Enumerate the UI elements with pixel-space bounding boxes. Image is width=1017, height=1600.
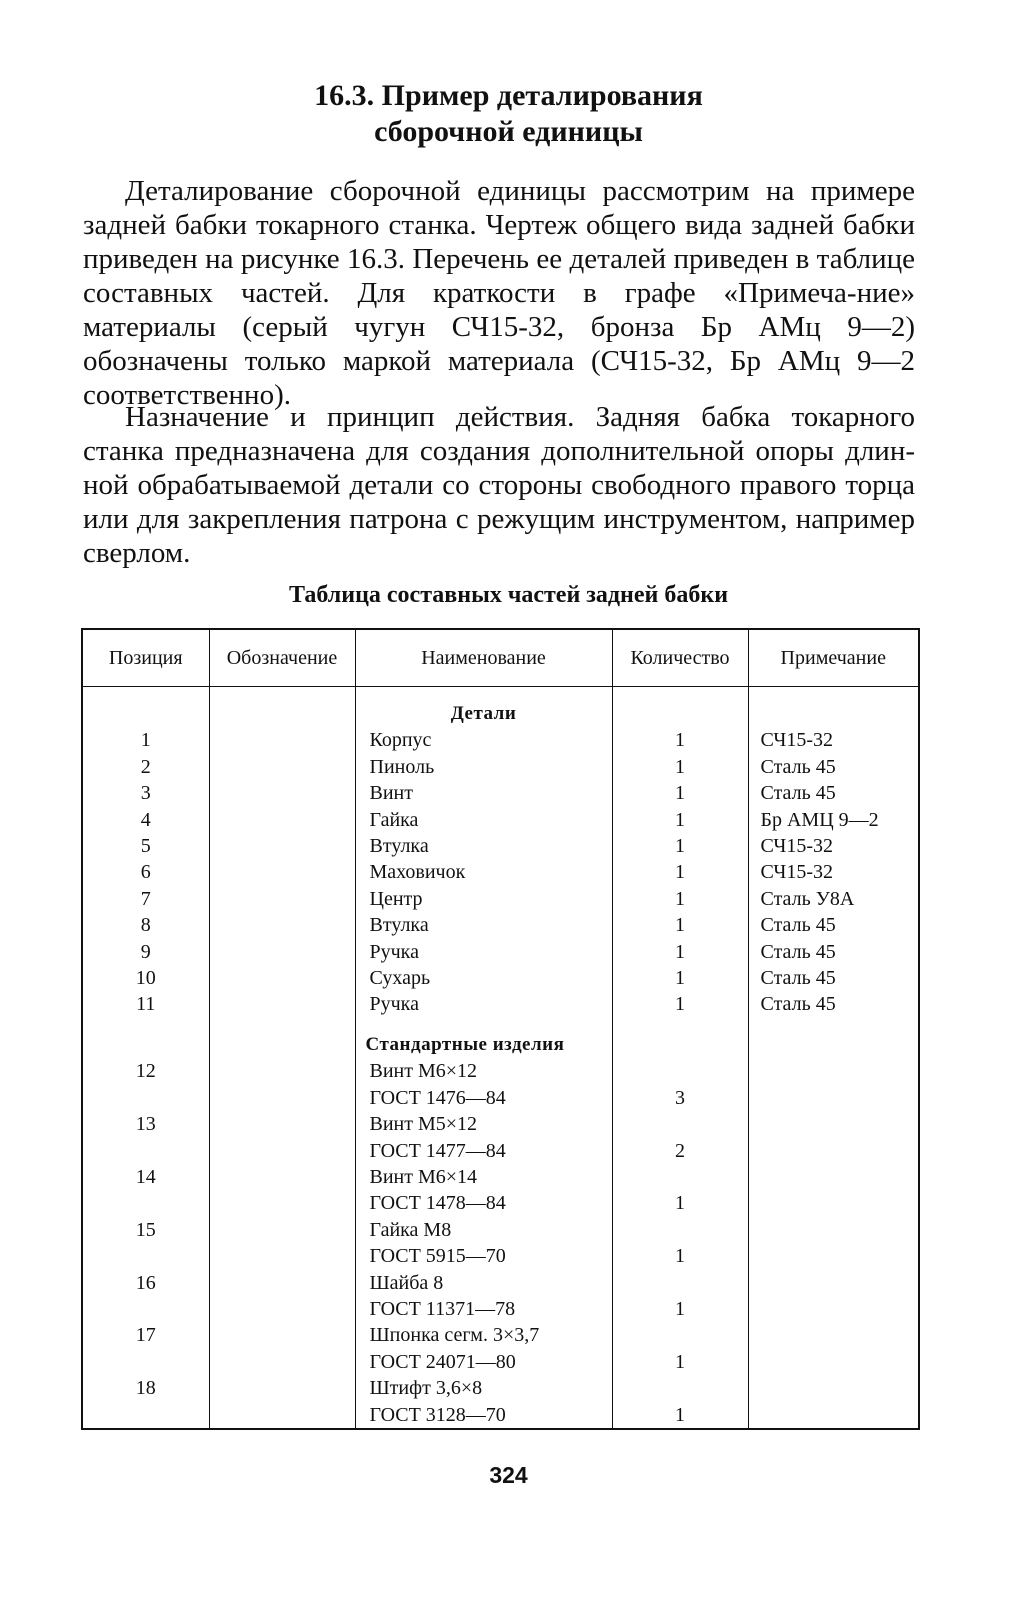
- item-name-line: Штифт 3,6×8: [369, 1377, 483, 1400]
- cell-quantity: 1: [612, 1217, 748, 1270]
- parts-table-body: [82, 687, 919, 1429]
- cell-name: Корпус: [355, 727, 612, 753]
- cell-designation: [209, 886, 355, 912]
- cell-position: 17: [82, 1322, 209, 1375]
- cell-designation: [209, 780, 355, 806]
- table-row: [82, 1058, 919, 1111]
- paragraph-purpose: Назначение и принцип действия. Задняя бабка токарного станка предназначена для создания дополнительной опоры длин-ной обрабатываемой детали со стороны свободного правого торца или для закрепления патрона с режущим инструментом, например сверлом.: [83, 401, 915, 569]
- cell-name: Винт: [355, 780, 612, 806]
- cell-quantity: 1: [612, 1164, 748, 1217]
- cell-designation: [209, 1217, 355, 1270]
- cell-position: 11: [82, 991, 209, 1017]
- cell-name: Ручка: [355, 991, 612, 1017]
- cell-position: 10: [82, 965, 209, 991]
- item-name-line: Гайка М8: [369, 1218, 452, 1241]
- cell-quantity: 1: [612, 1375, 748, 1429]
- table-row: [82, 1270, 919, 1323]
- cell-name: Втулка: [355, 833, 612, 859]
- paragraph-intro: Деталирование сборочной единицы рассмотрим на примере задней бабки токарного станка. Чертеж общего вида задней бабки приведен на рисунке 16.3. Перечень ее деталей приведен в таблице составных частей. Для краткости в графе «Примеча-ние» материалы (серый чугун СЧ15-32, бронза Бр АМц 9—2) обозначены только маркой материала (СЧ15-32, Бр АМц 9—2 соответственно).: [83, 175, 915, 411]
- cell-name: Маховичок: [355, 859, 612, 885]
- table-header-row: [82, 629, 919, 687]
- cell-name: [355, 1217, 612, 1270]
- table-row: [82, 1164, 919, 1217]
- cell-note: [748, 1322, 919, 1375]
- cell-note: Сталь 45: [748, 939, 919, 965]
- cell-note: Сталь 45: [748, 780, 919, 806]
- item-name-line: Шпонка сегм. 3×3,7: [369, 1324, 540, 1347]
- table-row: [82, 780, 919, 806]
- table-row: [82, 727, 919, 753]
- heading-line-2: сборочной единицы: [374, 115, 643, 148]
- cell-quantity: 1: [612, 886, 748, 912]
- table-row: [82, 859, 919, 885]
- cell-designation: [209, 1058, 355, 1111]
- header-note: Примечание: [748, 629, 919, 687]
- cell-designation: [209, 939, 355, 965]
- item-name-line: Винт М6×14: [369, 1165, 478, 1188]
- cell-note: СЧ15-32: [748, 727, 919, 753]
- cell-name: Гайка: [355, 807, 612, 833]
- cell-empty: [82, 1018, 209, 1058]
- cell-empty: [612, 1018, 748, 1058]
- item-standard-line: ГОСТ 1477—84: [369, 1139, 506, 1162]
- cell-quantity: 1: [612, 1270, 748, 1323]
- cell-empty: [209, 1018, 355, 1058]
- cell-quantity: 1: [612, 780, 748, 806]
- cell-quantity: 1: [612, 727, 748, 753]
- cell-quantity: 1: [612, 939, 748, 965]
- cell-designation: [209, 1164, 355, 1217]
- table-row: [82, 833, 919, 859]
- item-standard-line: ГОСТ 3128—70: [369, 1403, 506, 1426]
- table-title: Таблица составных частей задней бабки: [288, 582, 729, 608]
- cell-quantity: 2: [612, 1111, 748, 1164]
- table-row: [82, 886, 919, 912]
- table-row: [82, 1375, 919, 1429]
- parts-table: [81, 628, 920, 1430]
- section-label-parts: Детали: [355, 687, 612, 728]
- table-row: [82, 807, 919, 833]
- cell-name: Центр: [355, 886, 612, 912]
- cell-designation: [209, 965, 355, 991]
- cell-designation: [209, 1375, 355, 1429]
- cell-quantity: 1: [612, 833, 748, 859]
- table-row: [82, 912, 919, 938]
- cell-position: 5: [82, 833, 209, 859]
- cell-note: Сталь 45: [748, 991, 919, 1017]
- cell-note: Сталь 45: [748, 965, 919, 991]
- item-standard-line: ГОСТ 1476—84: [369, 1086, 506, 1109]
- table-row: [82, 1322, 919, 1375]
- cell-note: [748, 1270, 919, 1323]
- cell-position: 18: [82, 1375, 209, 1429]
- cell-position: 15: [82, 1217, 209, 1270]
- cell-position: 4: [82, 807, 209, 833]
- item-name-line: Шайба 8: [369, 1271, 444, 1294]
- cell-quantity: 1: [612, 807, 748, 833]
- cell-position: 7: [82, 886, 209, 912]
- cell-designation: [209, 754, 355, 780]
- cell-name: [355, 1322, 612, 1375]
- cell-quantity: 3: [612, 1058, 748, 1111]
- header-quantity: Количество: [612, 629, 748, 687]
- section-label-standard: Стандартные изделия: [355, 1018, 612, 1058]
- cell-name: [355, 1164, 612, 1217]
- cell-designation: [209, 1111, 355, 1164]
- cell-position: 2: [82, 754, 209, 780]
- cell-note: Бр АМЦ 9—2: [748, 807, 919, 833]
- cell-designation: [209, 859, 355, 885]
- cell-position: 16: [82, 1270, 209, 1323]
- cell-designation: [209, 912, 355, 938]
- cell-quantity: 1: [612, 912, 748, 938]
- cell-position: 13: [82, 1111, 209, 1164]
- header-name: Наименование: [355, 629, 612, 687]
- header-position: Позиция: [82, 629, 209, 687]
- cell-note: [748, 1375, 919, 1429]
- cell-position: 3: [82, 780, 209, 806]
- cell-designation: [209, 1322, 355, 1375]
- cell-note: Сталь У8А: [748, 886, 919, 912]
- cell-note: [748, 1111, 919, 1164]
- item-name-line: Винт М5×12: [369, 1113, 478, 1136]
- cell-position: 9: [82, 939, 209, 965]
- heading-line-1: 16.3. Пример деталирования: [314, 79, 703, 112]
- cell-name: [355, 1270, 612, 1323]
- cell-name: [355, 1375, 612, 1429]
- table-row: [82, 939, 919, 965]
- page-number: 324: [489, 1462, 528, 1488]
- table-row: [82, 1217, 919, 1270]
- cell-name: Пиноль: [355, 754, 612, 780]
- cell-note: [748, 1058, 919, 1111]
- item-standard-line: ГОСТ 11371—78: [369, 1297, 516, 1320]
- cell-designation: [209, 1270, 355, 1323]
- table-row: [82, 1111, 919, 1164]
- cell-quantity: 1: [612, 859, 748, 885]
- table-row: [82, 754, 919, 780]
- cell-position: 14: [82, 1164, 209, 1217]
- cell-designation: [209, 807, 355, 833]
- item-standard-line: ГОСТ 5915—70: [369, 1245, 506, 1268]
- cell-designation: [209, 833, 355, 859]
- cell-name: [355, 1058, 612, 1111]
- section-heading: [0, 78, 1017, 150]
- section-row-standard: [82, 1018, 919, 1058]
- cell-note: Сталь 45: [748, 754, 919, 780]
- cell-designation: [209, 727, 355, 753]
- cell-name: [355, 1111, 612, 1164]
- item-standard-line: ГОСТ 24071—80: [369, 1350, 516, 1373]
- item-name-line: Винт М6×12: [369, 1060, 478, 1083]
- cell-name: Втулка: [355, 912, 612, 938]
- cell-note: СЧ15-32: [748, 859, 919, 885]
- cell-position: 8: [82, 912, 209, 938]
- cell-note: [748, 1217, 919, 1270]
- cell-name: Ручка: [355, 939, 612, 965]
- parts-table-container: [81, 628, 918, 1432]
- cell-quantity: 1: [612, 754, 748, 780]
- cell-note: [748, 1164, 919, 1217]
- header-designation: Обозначение: [209, 629, 355, 687]
- cell-position: 6: [82, 859, 209, 885]
- item-standard-line: ГОСТ 1478—84: [369, 1192, 506, 1215]
- cell-quantity: 1: [612, 1322, 748, 1375]
- cell-note: Сталь 45: [748, 912, 919, 938]
- section-row-parts: [82, 687, 919, 728]
- cell-position: 12: [82, 1058, 209, 1111]
- cell-quantity: 1: [612, 991, 748, 1017]
- cell-designation: [209, 991, 355, 1017]
- cell-name: Сухарь: [355, 965, 612, 991]
- cell-empty: [748, 1018, 919, 1058]
- table-row: [82, 965, 919, 991]
- cell-note: СЧ15-32: [748, 833, 919, 859]
- cell-quantity: 1: [612, 965, 748, 991]
- cell-position: 1: [82, 727, 209, 753]
- table-row: [82, 991, 919, 1017]
